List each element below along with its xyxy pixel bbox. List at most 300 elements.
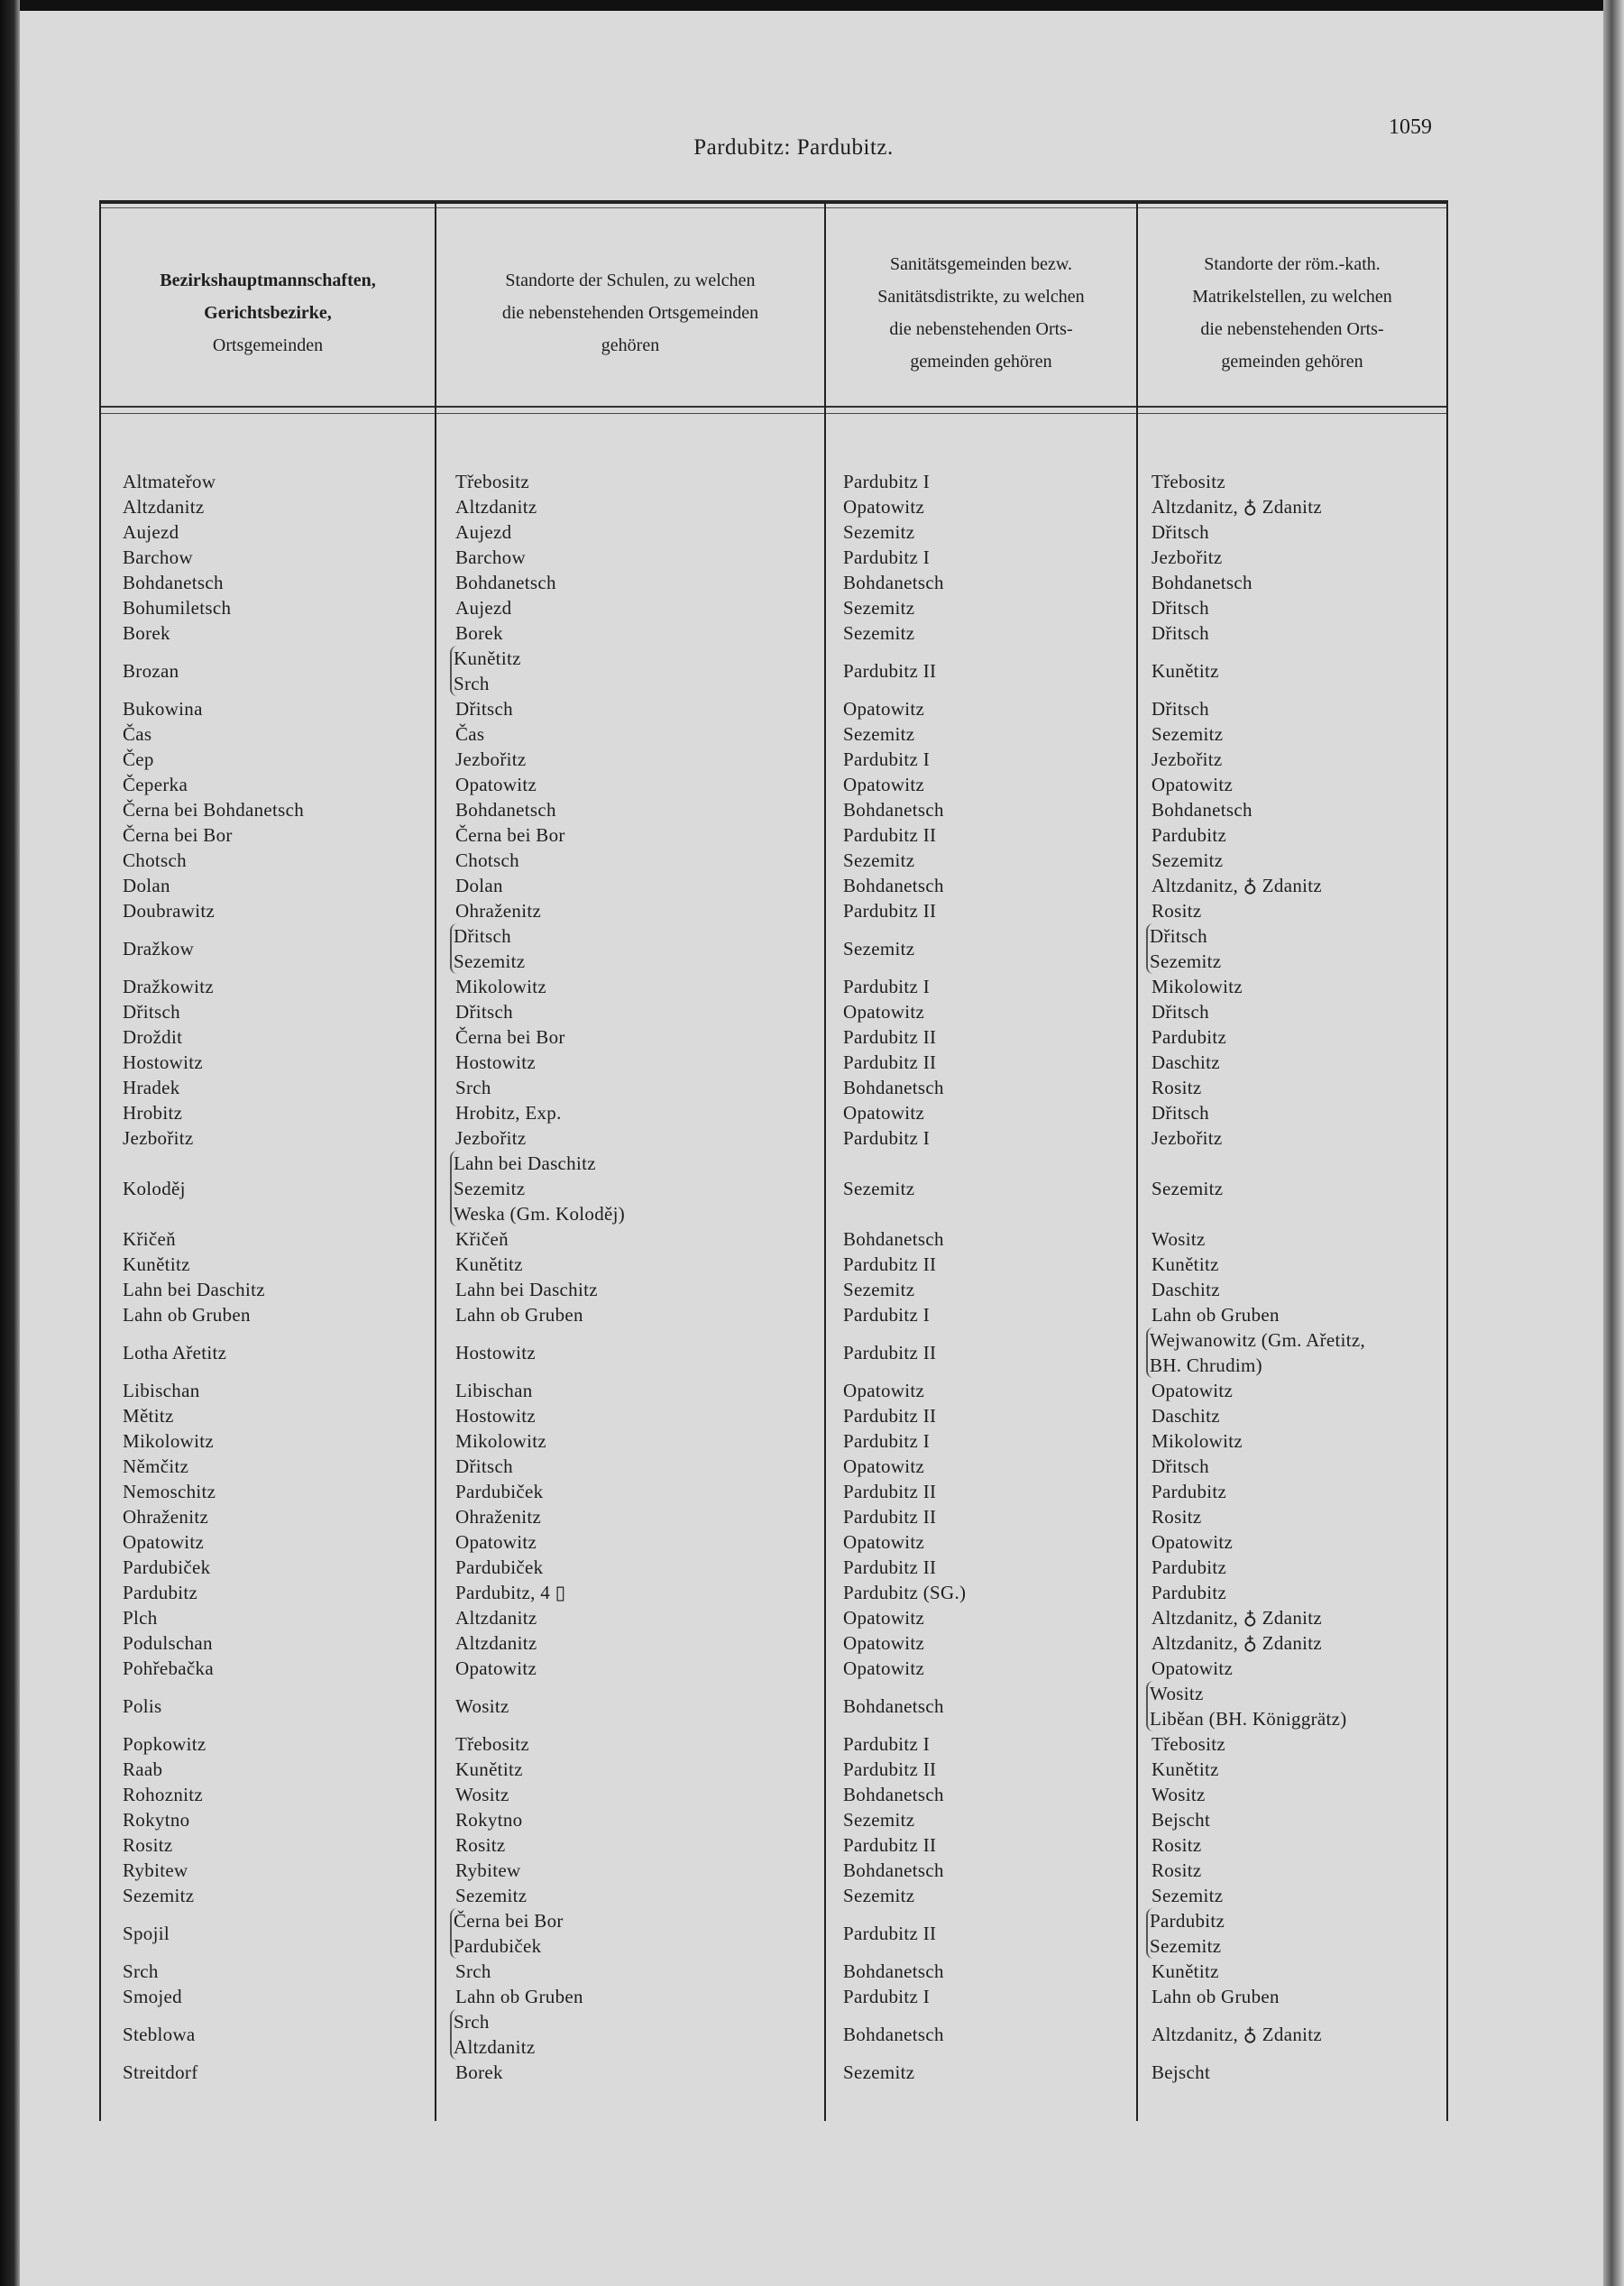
- ortsgemeinde-cell: [123, 1302, 251, 1327]
- cell-text: Rositz: [123, 1834, 173, 1856]
- table-row: [99, 519, 1448, 545]
- cell-text: Čeperka: [123, 774, 188, 795]
- cell-text: Pardubitz I: [843, 1430, 931, 1452]
- matrikel-cell: [1151, 1807, 1210, 1832]
- table-row: [99, 721, 1448, 747]
- cell-text: Dolan: [455, 875, 503, 896]
- table-row: [99, 494, 1448, 519]
- schule-cell: [455, 1252, 523, 1277]
- ortsgemeinde-cell: [123, 2009, 196, 2060]
- cell-text: Pardubitz I: [843, 1127, 931, 1149]
- matrikel-cell: [1151, 1277, 1220, 1302]
- cell-text: Jezbořitz: [1151, 748, 1223, 770]
- matrikel-cell: [1151, 1883, 1223, 1908]
- schule-cell: [455, 873, 503, 898]
- header-line: Matrikelstellen, zu welchen: [1192, 287, 1392, 307]
- cell-text: Třebositz: [455, 471, 530, 492]
- matrikel-cell: [1151, 1656, 1233, 1681]
- cell-text: Dřitsch: [454, 925, 511, 947]
- header-bottom-rule: [99, 406, 1448, 408]
- sanitaet-cell: [843, 1883, 914, 1908]
- running-title: Pardubitz: Pardubitz.: [693, 135, 894, 160]
- table-row: [99, 797, 1448, 822]
- sanitaet-cell: [843, 2009, 944, 2060]
- schule-cell: [455, 1302, 583, 1327]
- table-row: [99, 1681, 1448, 1731]
- header-bottom-rule-thin: [99, 413, 1448, 414]
- matrikel-cell: [1151, 2060, 1210, 2085]
- table-row: [99, 1883, 1448, 1908]
- cell-text: Kunětitz: [1151, 1960, 1219, 1982]
- sanitaet-cell: [843, 570, 944, 595]
- schule-cell: [455, 1378, 533, 1403]
- table-row: [99, 747, 1448, 772]
- cell-text: Pardubitz I: [843, 471, 931, 492]
- schule-cell: [455, 1731, 529, 1757]
- cell-text: Sezemitz: [454, 1178, 526, 1199]
- sanitaet-cell: [843, 1529, 924, 1555]
- table-row: [99, 2060, 1448, 2085]
- matrikel-cell: [1151, 1605, 1322, 1630]
- cell-text: Pardubitz II: [843, 1506, 937, 1528]
- table-row: [99, 1984, 1448, 2009]
- cell-text: Lahn bei Daschitz: [123, 1279, 265, 1300]
- sanitaet-cell: [843, 1681, 944, 1731]
- ortsgemeinde-cell: [123, 1656, 214, 1681]
- cell-text: Rokytno: [455, 1809, 523, 1831]
- cell-text: Jezbořitz: [455, 748, 527, 770]
- header-line: Standorte der röm.-kath.: [1204, 254, 1381, 274]
- header-line: die nebenstehenden Orts-: [1200, 319, 1384, 339]
- cell-text: Aujezd: [123, 521, 179, 543]
- schule-cell: [455, 848, 519, 873]
- table-row: [99, 1428, 1448, 1454]
- ortsgemeinde-cell: [123, 595, 231, 620]
- cell-text: Opatowitz: [843, 1102, 925, 1124]
- ortsgemeinde-cell: [123, 721, 151, 747]
- cell-text: Pardubitz: [1151, 1026, 1227, 1048]
- cell-text: Pardubiček: [123, 1556, 211, 1578]
- cell-text: Pardubitz II: [843, 1026, 937, 1048]
- sanitaet-cell: [843, 646, 936, 696]
- cell-text: Streitdorf: [123, 2061, 198, 2083]
- cell-text: Rositz: [1151, 1506, 1202, 1528]
- cell-text: Rybitew: [123, 1859, 188, 1881]
- sanitaet-cell: [843, 1858, 944, 1883]
- cell-text: Dražkowitz: [123, 976, 214, 997]
- schule-cell: [450, 2009, 535, 2060]
- sanitaet-cell: [843, 1630, 924, 1656]
- header-line: Bezirkshauptmannschaften,: [160, 271, 376, 290]
- ortsgemeinde-cell: [123, 1757, 162, 1782]
- schule-cell: [455, 822, 565, 848]
- schule-cell: [455, 797, 556, 822]
- schule-cell: [455, 1580, 566, 1605]
- cell-text: Opatowitz: [843, 774, 925, 795]
- cell-text: Rositz: [1151, 1859, 1202, 1881]
- cell-text: Smojed: [123, 1986, 182, 2007]
- cell-text: Rositz: [1151, 1834, 1202, 1856]
- cell-text: Mikolowitz: [455, 976, 546, 997]
- schule-cell: [455, 772, 537, 797]
- matrikel-cell: [1151, 1731, 1225, 1757]
- matrikel-cell: [1151, 519, 1209, 545]
- cell-text: Wositz: [1151, 1228, 1206, 1250]
- cell-text: Hostowitz: [123, 1051, 204, 1073]
- cell-text: Dřitsch: [1151, 597, 1209, 619]
- cell-text: Sezemitz: [843, 849, 915, 871]
- matrikel-cell: [1151, 1024, 1226, 1050]
- cell-text: Altzdanitz, ♁ Zdanitz: [1151, 1632, 1323, 1654]
- cell-text: Wositz: [455, 1695, 509, 1717]
- cell-text: Daschitz: [1151, 1405, 1220, 1427]
- cell-text: Kunětitz: [1151, 1253, 1219, 1275]
- table-row: [99, 822, 1448, 848]
- cell-text: Altzdanitz, ♁ Zdanitz: [1151, 2024, 1323, 2045]
- cell-text: Libischan: [123, 1380, 200, 1401]
- cell-text: Barchow: [455, 546, 526, 568]
- header-line: Standorte der Schulen, zu welchen: [505, 271, 756, 290]
- table-row: [99, 1125, 1448, 1151]
- ortsgemeinde-cell: [123, 1580, 197, 1605]
- cell-text: Opatowitz: [455, 774, 537, 795]
- schule-cell: [455, 1529, 537, 1555]
- ortsgemeinde-cell: [123, 1100, 182, 1125]
- scan-edge-top: [0, 0, 1624, 11]
- schule-cell: [455, 1883, 527, 1908]
- header-line: die nebenstehenden Orts-: [889, 319, 1073, 339]
- cell-text: Bejscht: [1151, 1809, 1211, 1831]
- ortsgemeinde-cell: [123, 1378, 200, 1403]
- cell-text: Ohraženitz: [455, 900, 542, 922]
- cell-text: Hostowitz: [455, 1051, 537, 1073]
- cell-text: Weska (Gm. Koloděj): [454, 1203, 626, 1225]
- table-row: [99, 1151, 1448, 1226]
- cell-text: Opatowitz: [455, 1531, 537, 1553]
- schule-cell: [455, 1555, 543, 1580]
- cell-text: Lotha Ařetitz: [123, 1342, 227, 1363]
- cell-text: Dřitsch: [1151, 1001, 1209, 1023]
- schule-cell: [455, 1428, 546, 1454]
- cell-text: Bejscht: [1151, 2061, 1211, 2083]
- matrikel-cell: [1151, 1151, 1223, 1226]
- cell-text: Sezemitz: [843, 597, 915, 619]
- cell-text: Srch: [455, 1077, 491, 1098]
- ortsgemeinde-cell: [123, 1125, 194, 1151]
- schule-cell: [455, 1403, 536, 1428]
- sanitaet-cell: [843, 1580, 966, 1605]
- cell-text: Lahn ob Gruben: [1151, 1304, 1280, 1326]
- cell-text: Pardubitz I: [843, 1304, 931, 1326]
- schule-cell: [455, 1858, 520, 1883]
- ortsgemeinde-cell: [123, 1908, 170, 1959]
- cell-text: Kunětitz: [454, 647, 521, 669]
- table-row: [99, 848, 1448, 873]
- matrikel-cell: [1151, 797, 1252, 822]
- cell-text: Pardubitz: [1150, 1910, 1225, 1932]
- sanitaet-cell: [843, 1504, 936, 1529]
- ortsgemeinde-cell: [123, 1782, 203, 1807]
- cell-text: Pardubiček: [454, 1935, 542, 1957]
- cell-text: Chotsch: [455, 849, 519, 871]
- cell-text: Altzdanitz: [454, 2036, 536, 2058]
- cell-text: Borek: [123, 622, 170, 644]
- cell-text: Bohdanetsch: [455, 799, 556, 821]
- cell-text: Sezemitz: [123, 1885, 195, 1906]
- cell-text: Čep: [123, 748, 154, 770]
- table-row: [99, 1252, 1448, 1277]
- sanitaet-cell: [843, 1151, 914, 1226]
- cell-text: Altzdanitz: [455, 496, 537, 518]
- sanitaet-cell: [843, 1125, 930, 1151]
- sanitaet-cell: [843, 1757, 936, 1782]
- schule-cell: [455, 721, 484, 747]
- schule-cell: [455, 595, 511, 620]
- ortsgemeinde-cell: [123, 570, 224, 595]
- sanitaet-cell: [843, 1731, 930, 1757]
- table-row: [99, 974, 1448, 999]
- cell-text: Opatowitz: [843, 1001, 925, 1023]
- cell-text: Brozan: [123, 660, 179, 682]
- table-row: [99, 469, 1448, 494]
- ortsgemeinde-cell: [123, 519, 179, 545]
- cell-text: Čas: [455, 723, 485, 745]
- cell-text: Dřitsch: [1151, 1455, 1209, 1477]
- cell-text: Wositz: [455, 1784, 509, 1805]
- sanitaet-cell: [843, 1555, 936, 1580]
- matrikel-cell: [1151, 1100, 1209, 1125]
- schule-cell: [455, 1807, 522, 1832]
- cell-text: Pardubitz (SG.): [843, 1582, 967, 1603]
- cell-text: Sezemitz: [455, 1885, 528, 1906]
- cell-text: Pardubitz: [1151, 1556, 1227, 1578]
- cell-text: Pardubitz: [1151, 1582, 1227, 1603]
- cell-text: Pardubitz: [123, 1582, 198, 1603]
- table-row: [99, 999, 1448, 1024]
- ortsgemeinde-cell: [123, 1883, 194, 1908]
- cell-text: Barchow: [123, 546, 193, 568]
- cell-text: Hrobitz, Exp.: [455, 1102, 562, 1124]
- cell-text: Rybitew: [455, 1859, 521, 1881]
- cell-text: Černa bei Bor: [454, 1910, 564, 1932]
- cell-text: Kunětitz: [123, 1253, 190, 1275]
- sanitaet-cell: [843, 873, 944, 898]
- matrikel-cell: [1151, 620, 1209, 646]
- table-row: [99, 570, 1448, 595]
- header-ortsgemeinden: [101, 227, 435, 399]
- schule-cell: [455, 1504, 541, 1529]
- sanitaet-cell: [843, 1226, 944, 1252]
- table-row: [99, 1807, 1448, 1832]
- matrikel-cell: [1151, 494, 1322, 519]
- table-row: [99, 1782, 1448, 1807]
- cell-text: Srch: [455, 1960, 491, 1982]
- cell-text: Lahn ob Gruben: [123, 1304, 251, 1326]
- cell-text: Třebositz: [455, 1733, 530, 1755]
- table-row: [99, 1832, 1448, 1858]
- header-line: Sanitätsdistrikte, zu welchen: [877, 287, 1085, 307]
- ortsgemeinde-cell: [123, 1327, 226, 1378]
- table-row: [99, 1656, 1448, 1681]
- schule-cell: [455, 974, 546, 999]
- ortsgemeinde-cell: [123, 1681, 162, 1731]
- sanitaet-cell: [843, 772, 924, 797]
- cell-text: Pardubitz, 4 ▯: [455, 1582, 566, 1603]
- cell-text: Pardubiček: [455, 1556, 544, 1578]
- cell-text: Aujezd: [455, 521, 512, 543]
- cell-text: Bohdanetsch: [843, 875, 944, 896]
- cell-text: Pardubitz II: [843, 1051, 937, 1073]
- schule-cell: [455, 1125, 527, 1151]
- matrikel-cell: [1151, 2009, 1322, 2060]
- ortsgemeinde-cell: [123, 797, 304, 822]
- cell-text: Pardubitz II: [843, 824, 937, 846]
- matrikel-cell: [1151, 1403, 1220, 1428]
- schule-cell: [455, 898, 541, 923]
- cell-text: Wejwanowitz (Gm. Ařetitz,: [1150, 1329, 1366, 1351]
- cell-text: Rositz: [1151, 1077, 1202, 1098]
- cell-text: Lahn bei Daschitz: [454, 1152, 596, 1174]
- cell-text: Mikolowitz: [455, 1430, 546, 1452]
- cell-text: Pardubitz II: [843, 1405, 937, 1427]
- sanitaet-cell: [843, 1277, 914, 1302]
- cell-text: Altmateřow: [123, 471, 216, 492]
- table-row: [99, 2009, 1448, 2060]
- ortsgemeinde-cell: [123, 1858, 188, 1883]
- table-row: [99, 1908, 1448, 1959]
- ortsgemeinde-cell: [123, 1630, 213, 1656]
- ortsgemeinde-cell: [123, 822, 233, 848]
- ortsgemeinde-cell: [123, 772, 188, 797]
- schule-cell: [455, 1454, 513, 1479]
- table-row: [99, 696, 1448, 721]
- cell-text: Křičeň: [123, 1228, 176, 1250]
- sanitaet-cell: [843, 2060, 914, 2085]
- ortsgemeinde-cell: [123, 898, 215, 923]
- sanitaet-cell: [843, 1024, 936, 1050]
- cell-text: Rokytno: [123, 1809, 190, 1831]
- cell-text: Lahn ob Gruben: [1151, 1986, 1280, 2007]
- schule-cell: [455, 1959, 491, 1984]
- cell-text: Němčitz: [123, 1455, 189, 1477]
- cell-text: Liběan (BH. Königgrätz): [1150, 1708, 1347, 1730]
- schule-cell: [455, 1782, 509, 1807]
- cell-text: Altzdanitz: [123, 496, 205, 518]
- cell-text: Bohdanetsch: [1151, 572, 1252, 593]
- table-row: [99, 1605, 1448, 1630]
- header-line: Sanitätsgemeinden bezw.: [890, 254, 1072, 274]
- cell-text: Sezemitz: [843, 938, 915, 959]
- cell-text: Mikolowitz: [1151, 1430, 1243, 1452]
- ortsgemeinde-cell: [123, 646, 179, 696]
- sanitaet-cell: [843, 1428, 930, 1454]
- cell-text: Popkowitz: [123, 1733, 206, 1755]
- cell-text: Jezbořitz: [123, 1127, 194, 1149]
- cell-text: Hostowitz: [455, 1405, 537, 1427]
- cell-text: Pardubitz II: [843, 1342, 937, 1363]
- schule-cell: [450, 1908, 564, 1959]
- table-row: [99, 923, 1448, 974]
- cell-text: Lahn bei Daschitz: [455, 1279, 598, 1300]
- header-line: die nebenstehenden Ortsgemeinden: [501, 303, 759, 323]
- sanitaet-cell: [843, 1832, 936, 1858]
- matrikel-cell: [1151, 469, 1225, 494]
- cell-text: Kunětitz: [455, 1758, 523, 1780]
- cell-text: Altzdanitz, ♁ Zdanitz: [1151, 875, 1323, 896]
- ortsgemeinde-cell: [123, 873, 170, 898]
- sanitaet-cell: [843, 1327, 936, 1378]
- cell-text: Černa bei Bor: [123, 824, 233, 846]
- matrikel-cell: [1151, 1959, 1219, 1984]
- cell-text: Třebositz: [1151, 471, 1226, 492]
- matrikel-cell: [1151, 721, 1223, 747]
- cell-text: Steblowa: [123, 2024, 196, 2045]
- matrikel-cell: [1151, 1454, 1209, 1479]
- schule-cell: [455, 1832, 505, 1858]
- sanitaet-cell: [843, 494, 924, 519]
- cell-text: Bohdanetsch: [843, 2024, 944, 2045]
- cell-text: Daschitz: [1151, 1279, 1220, 1300]
- sanitaet-cell: [843, 1403, 936, 1428]
- matrikel-cell: [1146, 1327, 1365, 1378]
- sanitaet-cell: [843, 822, 936, 848]
- cell-text: Dřitsch: [123, 1001, 180, 1023]
- ortsgemeinde-cell: [123, 1959, 159, 1984]
- cell-text: Plch: [123, 1607, 158, 1629]
- cell-text: Borek: [455, 622, 503, 644]
- matrikel-cell: [1151, 570, 1252, 595]
- table-top-rule: [99, 200, 1448, 204]
- cell-text: Černa bei Bohdanetsch: [123, 799, 305, 821]
- cell-text: Koloděj: [123, 1178, 186, 1199]
- cell-text: Sezemitz: [1150, 950, 1222, 972]
- cell-text: Altzdanitz: [455, 1607, 537, 1629]
- table-top-rule-thin: [99, 207, 1448, 208]
- cell-text: Hostowitz: [455, 1342, 537, 1363]
- sanitaet-cell: [843, 974, 930, 999]
- cell-text: Dřitsch: [1151, 622, 1209, 644]
- cell-text: Bohdanetsch: [843, 799, 944, 821]
- table-row: [99, 1580, 1448, 1605]
- ortsgemeinde-cell: [123, 747, 154, 772]
- matrikel-cell: [1151, 1757, 1219, 1782]
- sanitaet-cell: [843, 620, 914, 646]
- matrikel-cell: [1151, 1252, 1219, 1277]
- cell-text: Nemoschitz: [123, 1481, 216, 1502]
- cell-text: Ohraženitz: [123, 1506, 209, 1528]
- matrikel-cell: [1151, 1075, 1201, 1100]
- cell-text: Wositz: [1150, 1683, 1204, 1704]
- sanitaet-cell: [843, 1807, 914, 1832]
- ortsgemeinde-cell: [123, 1454, 188, 1479]
- table-row: [99, 595, 1448, 620]
- ortsgemeinde-cell: [123, 1555, 210, 1580]
- cell-text: Bohumiletsch: [123, 597, 232, 619]
- cell-text: Mětitz: [123, 1405, 174, 1427]
- cell-text: Libischan: [455, 1380, 533, 1401]
- matrikel-cell: [1151, 999, 1209, 1024]
- table-row: [99, 772, 1448, 797]
- cell-text: Kunětitz: [455, 1253, 523, 1275]
- cell-text: Opatowitz: [1151, 1380, 1234, 1401]
- cell-text: Dřitsch: [1151, 698, 1209, 720]
- sanitaet-cell: [843, 1454, 924, 1479]
- sanitaet-cell: [843, 1302, 930, 1327]
- sanitaet-cell: [843, 721, 914, 747]
- gazetteer-table: [99, 200, 1448, 2121]
- ortsgemeinde-cell: [123, 1403, 174, 1428]
- ortsgemeinde-cell: [123, 469, 216, 494]
